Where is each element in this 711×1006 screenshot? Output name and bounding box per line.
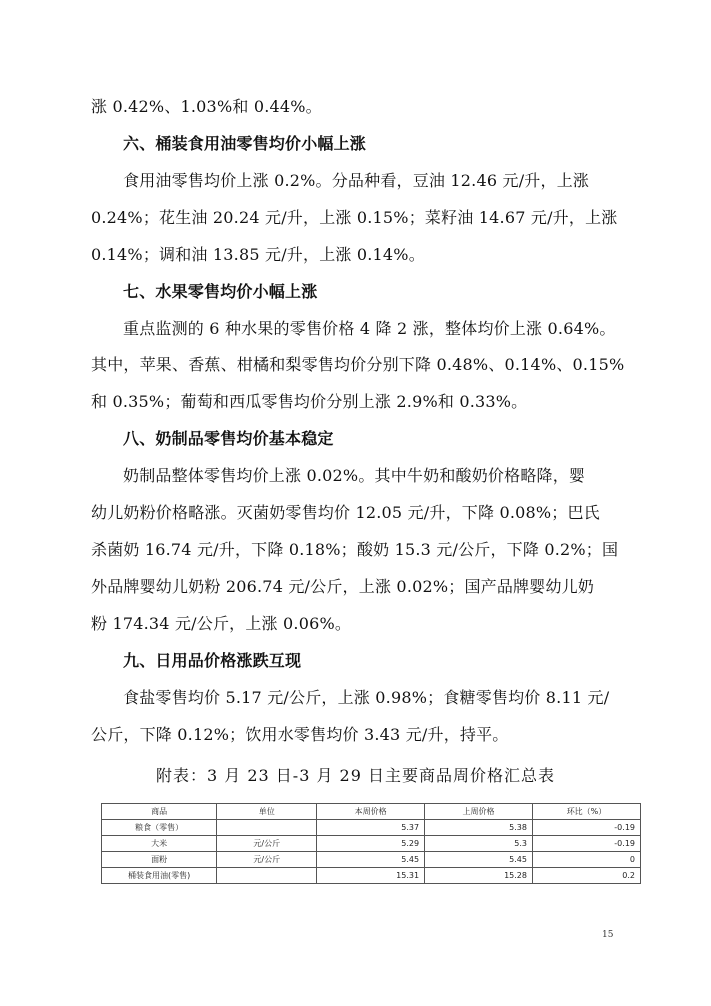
- body-line: 重点监测的 6 种水果的零售价格 4 降 2 涨，整体均价上涨 0.64%。: [123, 319, 616, 338]
- section-heading-7: 七、水果零售均价小幅上涨: [123, 282, 318, 301]
- page-number: 15: [602, 930, 614, 940]
- cell-commodity: 大米: [102, 836, 217, 852]
- cell-unit: 元/公斤: [217, 852, 317, 868]
- body-line: 食用油零售均价上涨 0.2%。分品种看，豆油 12.46 元/升，上涨: [123, 171, 590, 190]
- section-heading-8: 八、奶制品零售均价基本稳定: [123, 429, 334, 448]
- body-line: 外品牌婴幼儿奶粉 206.74 元/公斤，上涨 0.02%；国产品牌婴幼儿奶: [91, 577, 595, 596]
- header-unit: 单位: [217, 804, 317, 820]
- cell-this-week: 5.37: [317, 820, 425, 836]
- cell-last-week: 15.28: [425, 868, 533, 884]
- body-line: 粉 174.34 元/公斤，上涨 0.06%。: [91, 614, 352, 633]
- table-header-row: [102, 804, 641, 820]
- header-commodity: 商品: [102, 804, 217, 820]
- cell-commodity: 粮食（零售）: [102, 820, 217, 836]
- table-caption: 附表：3 月 23 日-3 月 29 日主要商品周价格汇总表: [155, 766, 555, 785]
- body-line: 食盐零售均价 5.17 元/公斤，上涨 0.98%；食糖零售均价 8.11 元/: [123, 688, 610, 707]
- body-line: 幼儿奶粉价格略涨。灭菌奶零售均价 12.05 元/升，下降 0.08%；巴氏: [91, 503, 600, 522]
- header-change: 环比（%）: [532, 804, 640, 820]
- table-row: [102, 868, 641, 884]
- cell-this-week: 15.31: [317, 868, 425, 884]
- cell-change: 0.2: [532, 868, 640, 884]
- cell-this-week: 5.29: [317, 836, 425, 852]
- body-line: 涨 0.42%、1.03%和 0.44%。: [91, 97, 322, 116]
- cell-unit: [217, 820, 317, 836]
- body-line: 公斤，下降 0.12%；饮用水零售均价 3.43 元/升，持平。: [91, 725, 509, 744]
- cell-last-week: 5.3: [425, 836, 533, 852]
- body-line: 0.24%；花生油 20.24 元/升，上涨 0.15%；菜籽油 14.67 元/升，上涨: [91, 208, 618, 227]
- cell-unit: [217, 868, 317, 884]
- cell-commodity: 桶装食用油(零售): [102, 868, 217, 884]
- header-last-week: 上周价格: [425, 804, 533, 820]
- body-line: 杀菌奶 16.74 元/升，下降 0.18%；酸奶 15.3 元/公斤，下降 0.2%；国: [91, 540, 619, 559]
- cell-last-week: 5.38: [425, 820, 533, 836]
- table-row: [102, 820, 641, 836]
- cell-change: -0.19: [532, 820, 640, 836]
- section-heading-9: 九、日用品价格涨跌互现: [123, 651, 302, 670]
- cell-change: -0.19: [532, 836, 640, 852]
- table-row: [102, 836, 641, 852]
- cell-change: 0: [532, 852, 640, 868]
- header-this-week: 本周价格: [317, 804, 425, 820]
- table-row: [102, 852, 641, 868]
- body-line: 奶制品整体零售均价上涨 0.02%。其中牛奶和酸奶价格略降，婴: [123, 466, 586, 485]
- body-line: 其中，苹果、香蕉、柑橘和梨零售均价分别下降 0.48%、0.14%、0.15%: [91, 355, 625, 374]
- cell-commodity: 面粉: [102, 852, 217, 868]
- body-line: 0.14%；调和油 13.85 元/升，上涨 0.14%。: [91, 245, 425, 264]
- price-summary-table: [101, 803, 641, 884]
- section-heading-6: 六、桶装食用油零售均价小幅上涨: [123, 134, 367, 153]
- body-line: 和 0.35%；葡萄和西瓜零售均价分别上涨 2.9%和 0.33%。: [91, 392, 528, 411]
- cell-unit: 元/公斤: [217, 836, 317, 852]
- cell-last-week: 5.45: [425, 852, 533, 868]
- cell-this-week: 5.45: [317, 852, 425, 868]
